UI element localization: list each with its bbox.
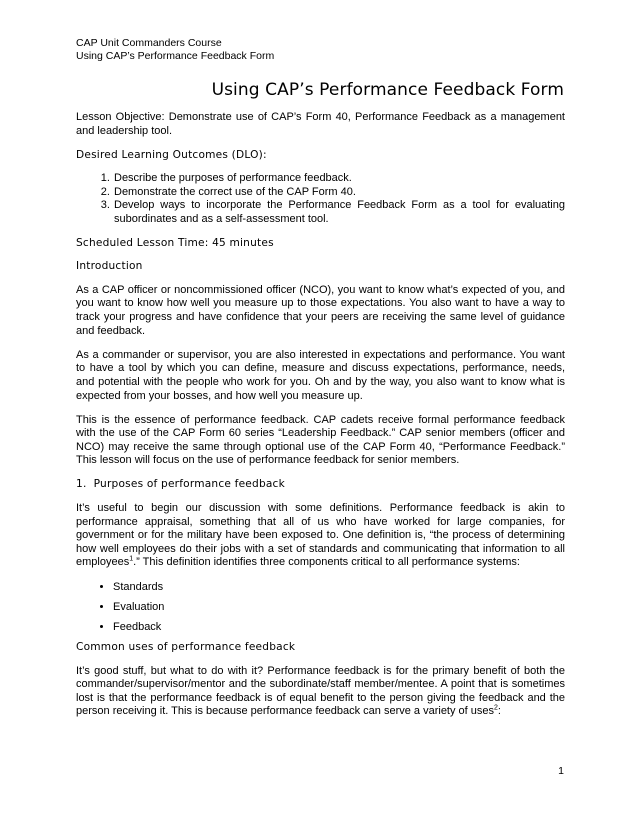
definitions-text-end: .” This definition identifies three components critical to all performance systems: — [133, 556, 520, 569]
section-title: Purposes of performance feedback — [93, 478, 285, 491]
running-header — [76, 37, 274, 63]
header-course-name: CAP Unit Commanders Course — [76, 37, 222, 49]
header-lesson-name: Using CAP’s Performance Feedback Form — [76, 50, 275, 62]
dlo-item: 3. Develop ways to incorporate the Performance Feedback Form as a tool for evaluating subordinates and as a self-assessment tool. — [113, 199, 565, 226]
intro-paragraph: This is the essence of performance feedback. CAP cadets receive formal performance feedback with the use of the CAP Form 60 series “Leadership Feedback.” CAP senior members (officer and NCO) may receive the same through optional use of the CAP Form 40, “Performance Feedback.” This lesson will focus on the use of performance feedback for senior members. — [76, 413, 565, 467]
dlo-heading: Desired Learning Outcomes (DLO): — [76, 148, 267, 161]
document-body — [76, 111, 565, 730]
section-1-heading — [76, 478, 565, 492]
common-uses-text-end: : — [497, 705, 501, 718]
page-number: 1 — [558, 765, 564, 777]
intro-paragraph: As a CAP officer or noncommissioned officer (NCO), you want to know what’s expected of you, and you want to know how well you measure up to those expectations. You also want to have a way to track your progress and have confidence that your peers are receiving the same level of guidance and feedback. — [76, 283, 565, 337]
page-title: Using CAP’s Performance Feedback Form — [211, 80, 564, 100]
list-item: • Standards — [113, 581, 565, 595]
lesson-objective: Lesson Objective: Demonstrate use of CAP’s Form 40, Performance Feedback as a management and leadership tool. — [76, 111, 565, 137]
lesson-time: Scheduled Lesson Time: 45 minutes — [76, 236, 274, 249]
intro-paragraph: As a commander or supervisor, you are also interested in expectations and performance. You want to have a tool by which you can define, measure and discuss expectations, performance, needs, and potential with the people who work for you. Oh and by the way, you also want to know what is expected from your bosses, and how well you measure up. — [76, 348, 565, 402]
list-item: • Evaluation — [113, 601, 565, 615]
list-item: • Feedback — [113, 621, 565, 635]
footnote-ref-2[interactable]: 2 — [494, 704, 498, 712]
section-number: 1. — [76, 478, 87, 491]
definitions-paragraph — [76, 502, 565, 570]
common-uses-heading: Common uses of performance feedback — [76, 641, 296, 654]
dlo-list — [76, 172, 565, 226]
dlo-item: 2. Demonstrate the correct use of the CAP Form 40. — [113, 186, 565, 200]
components-list — [76, 581, 565, 635]
introduction-heading: Introduction — [76, 260, 143, 273]
common-uses-text: It’s good stuff, but what to do with it? Performance feedback is for the primary benefit of both the commander/supervisor/mentor and the subordinate/staff member/mentee. A point that is sometimes lost is that the performance feedback is of equal benefit to the person giving the feedback and the person receiving it. This is because performance feedback can serve a variety of uses — [76, 664, 565, 718]
dlo-item: 1. Describe the purposes of performance feedback. — [113, 172, 565, 186]
definitions-text: It’s useful to begin our discussion with some definitions. Performance feedback is akin to performance appraisal, something that all of us who have worked for large companies, for government or for the military have been exposed to. One definition is, “the process of determining how well employees do their jobs with a set of standards and communicating that information to all employees — [76, 502, 565, 569]
common-uses-paragraph — [76, 665, 565, 719]
footnote-ref-1[interactable]: 1 — [129, 555, 134, 563]
